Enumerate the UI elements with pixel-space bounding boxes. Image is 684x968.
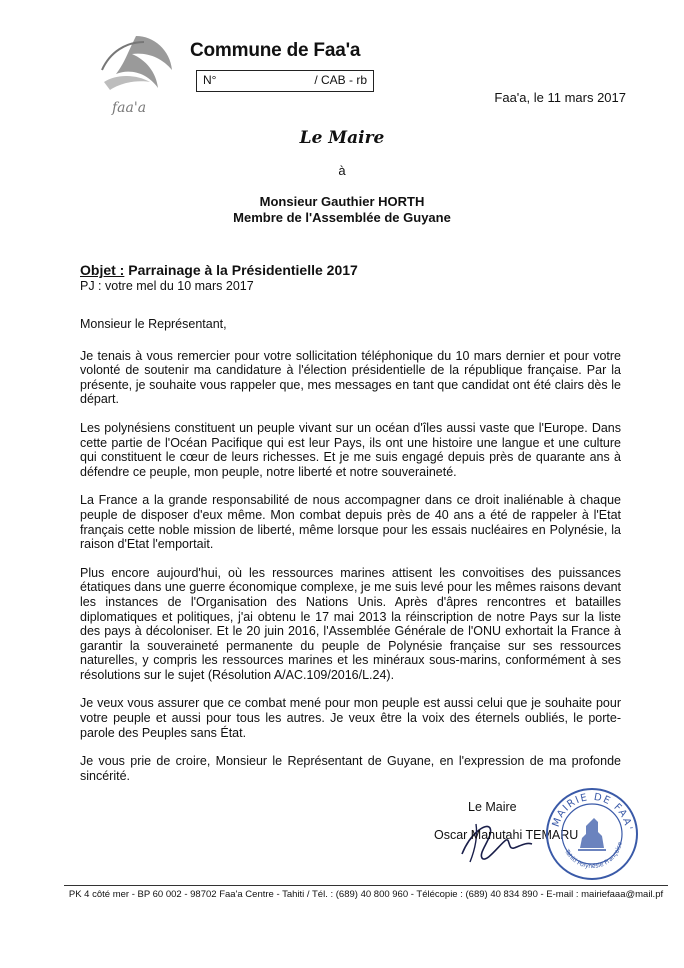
seal-subtext: Tahiti Polynésie Française (563, 841, 624, 871)
sender-title: Le Maire (299, 128, 385, 148)
letter-date: Faa'a, le 11 mars 2017 (494, 90, 626, 105)
salutation: Monsieur le Représentant, (80, 317, 227, 331)
logo-text: faa'a (112, 100, 147, 116)
commune-name: Commune de Faa'a (190, 40, 361, 61)
subject-text: Parrainage à la Présidentielle 2017 (128, 262, 358, 278)
body-paragraph: Je veux vous assurer que ce combat mené pour mon peuple est aussi celui que je souhaite pour votre peuple et aussi pour tous les autres. Je veux être la voix des éternels oubliés, le porte-parole des Peuples sans État. (80, 696, 621, 740)
signature-title: Le Maire (468, 800, 517, 814)
footer-divider (64, 885, 668, 886)
commune-logo (92, 30, 180, 122)
body-paragraph: Je tenais à vous remercier pour votre sollicitation téléphonique du 10 mars dernier et pour votre volonté de soutenir ma candidature à l'élection présidentielle de la république française. Par la présente, je souhaite vous rappeler que, mes messages en tant que candidat ont été clairs dès le départ. (80, 348, 621, 407)
seal-stamp-icon (544, 786, 640, 882)
subject-line (80, 262, 358, 278)
closing-paragraph: Je vous prie de croire, Monsieur le Représentant de Guyane, en l'expression de ma profonde sincérité. (80, 754, 621, 783)
ref-number-label: N° (203, 73, 217, 87)
ref-code: / CAB - rb (314, 73, 367, 87)
recipient-block (0, 194, 684, 226)
reference-box (196, 70, 374, 92)
official-seal (544, 786, 640, 882)
signatory-name: Oscar Manutahi TEMARU (434, 828, 579, 842)
letter-body (80, 317, 621, 797)
seal-text: MAIRIE DE FAA' (550, 791, 634, 832)
footer-address: PK 4 côté mer - BP 60 002 - 98702 Faa'a Centre - Tahiti / Tél. : (689) 40 800 960 - Télécopie : (689) 40 834 890 - E-mail : mairiefaaa@mail.pf (68, 889, 664, 900)
body-paragraph: La France a la grande responsabilité de nous accompagner dans ce droit inaliénable à chaque peuple de disposer d'eux même. Mon combat depuis près de 40 ans a été de rappeler à l'Etat français cette noble mission de liberté, même lorsque pour les essais nucléaires en Polynésie, la raison d'Etat l'emportait. (80, 493, 621, 552)
recipient-role: Membre de l'Assemblée de Guyane (233, 210, 451, 225)
recipient-preposition: à (338, 163, 346, 178)
body-paragraph: Les polynésiens constituent un peuple vivant sur un océan d'îles aussi vaste que l'Europe. Dans cette partie de l'Océan Pacifique qui est leur Pays, ils ont une histoire une langue et une culture qui constituent le cœur de leurs richesses. Et je me suis engagé depuis près de quarante ans à défendre ce peuple, mon peuple, notre liberté et notre souveraineté. (80, 420, 621, 479)
subject-label: Objet : (80, 262, 125, 278)
logo-graphic (92, 30, 180, 122)
recipient-name: Monsieur Gauthier HORTH (259, 194, 425, 209)
attachment-line: PJ : votre mel du 10 mars 2017 (80, 279, 254, 293)
body-paragraph: Plus encore aujourd'hui, où les ressources marines attisent les convoitises des puissances étatiques dans une guerre économique complexe, je me suis levé pour les mêmes raisons devant les instances de l'Organisation des Nations Unis. Après d'âpres rencontres et batailles diplomatiques et politiques, j'ai obtenu le 17 mai 2013 la réinscription de notre Pays sur la liste des pays à décoloniser. Et le 20 juin 2016, l'Assemblée Générale de l'ONU exhortait la France à garantir la souveraineté permanente du peuple de Polynésie française sur ses ressources naturelles, y compris les ressources marines et les minéraux sous-marins, conformément à ses résolutions sur le sujet (Résolution A/AC.109/2016/L.24). (80, 565, 621, 682)
